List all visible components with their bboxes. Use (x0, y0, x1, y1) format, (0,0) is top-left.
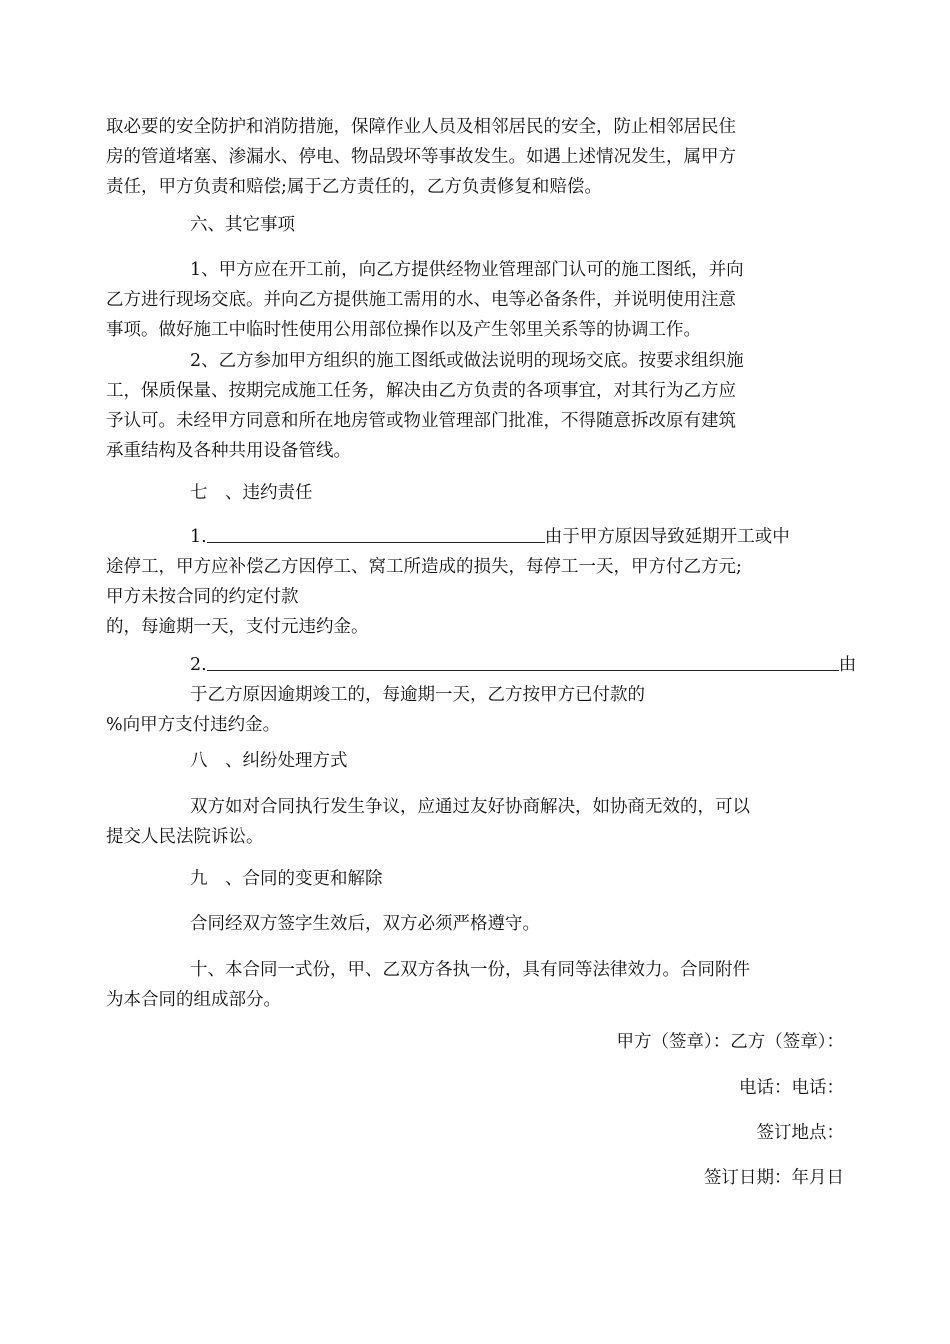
item-number: 2. (190, 655, 207, 675)
signature-phones: 电话：电话： (739, 1078, 844, 1098)
intro-paragraph (106, 112, 848, 202)
section-8-body (106, 792, 848, 852)
text-line: 十、本合同一式份，甲、乙双方各执一份，具有同等法律效力。合同附件 (190, 960, 750, 980)
section-heading: 九 、合同的变更和解除 (190, 869, 383, 889)
blank-underline (207, 650, 839, 671)
text-line: 于乙方原因逾期竣工的，每逾期一天，乙方按甲方已付款的 (190, 685, 645, 705)
text-line: 甲方未按合同的约定付款 (106, 587, 299, 607)
section-6-item-2 (106, 346, 848, 466)
text-line: 取必要的安全防护和消防措施，保障作业人员及相邻居民的安全，防止相邻居民住 (106, 117, 736, 137)
text-line: 的，每逾期一天，支付元违约金。 (106, 617, 369, 637)
section-heading: 六、其它事项 (190, 215, 295, 235)
text-line: 合同经双方签字生效后，双方必须严格遵守。 (190, 914, 540, 934)
text-line: 房的管道堵塞、渗漏水、停电、物品毁坏等事故发生。如遇上述情况发生，属甲方 (106, 147, 736, 167)
text-line: 责任，甲方负责和赔偿;属于乙方责任的，乙方负责修复和赔偿。 (106, 177, 602, 197)
text-line: 1、甲方应在开工前，向乙方提供经物业管理部门认可的施工图纸，并向 (190, 260, 744, 280)
text-line: 予认可。未经甲方同意和所在地房管或物业管理部门批准，不得随意拆改原有建筑 (106, 411, 736, 431)
text-fragment: 由 (838, 655, 857, 675)
section-9-body (106, 909, 848, 939)
text-line: 事项。做好施工中临时性使用公用部位操作以及产生邻里关系等的协调工作。 (106, 320, 701, 340)
signature-date: 签订日期：年月日 (704, 1168, 844, 1188)
section-6-heading (106, 210, 848, 240)
section-6-item-1 (106, 255, 848, 345)
section-7-item-2 (106, 650, 857, 740)
signature-parties: 甲方（签章）：乙方（签章）： (616, 1032, 844, 1052)
text-line: 途停工，甲方应补偿乙方因停工、窝工所造成的损失，每停工一天，甲方付乙方元; (106, 557, 742, 577)
item-number: 1. (190, 527, 207, 547)
text-line: 双方如对合同执行发生争议，应通过友好协商解决，如协商无效的，可以 (190, 797, 750, 817)
text-line: %向甲方支付违约金。 (106, 715, 281, 735)
section-heading: 八 、纠纷处理方式 (190, 751, 348, 771)
section-10 (106, 955, 848, 1015)
signature-place: 签订地点： (756, 1123, 844, 1143)
text-fragment: 由于甲方原因导致延期开工或中 (544, 527, 790, 547)
text-line: 承重结构及各种共用设备管线。 (106, 441, 351, 461)
section-8-heading (106, 746, 848, 776)
text-line: 2、乙方参加甲方组织的施工图纸或做法说明的现场交底。按要求组织施 (190, 351, 744, 371)
text-line: 提交人民法院诉讼。 (106, 827, 264, 847)
blank-underline (207, 522, 545, 543)
section-7-item-1 (106, 522, 848, 642)
section-heading: 七 、违约责任 (190, 483, 313, 503)
section-7-heading (106, 478, 848, 508)
text-line: 工，保质保量、按期完成施工任务，解决由乙方负责的各项事宜，对其行为乙方应 (106, 381, 736, 401)
text-line: 乙方进行现场交底。并向乙方提供施工需用的水、电等必备条件，并说明使用注意 (106, 290, 736, 310)
text-line: 为本合同的组成部分。 (106, 990, 281, 1010)
section-9-heading (106, 864, 848, 894)
text-line (106, 522, 848, 552)
text-line (106, 650, 857, 680)
